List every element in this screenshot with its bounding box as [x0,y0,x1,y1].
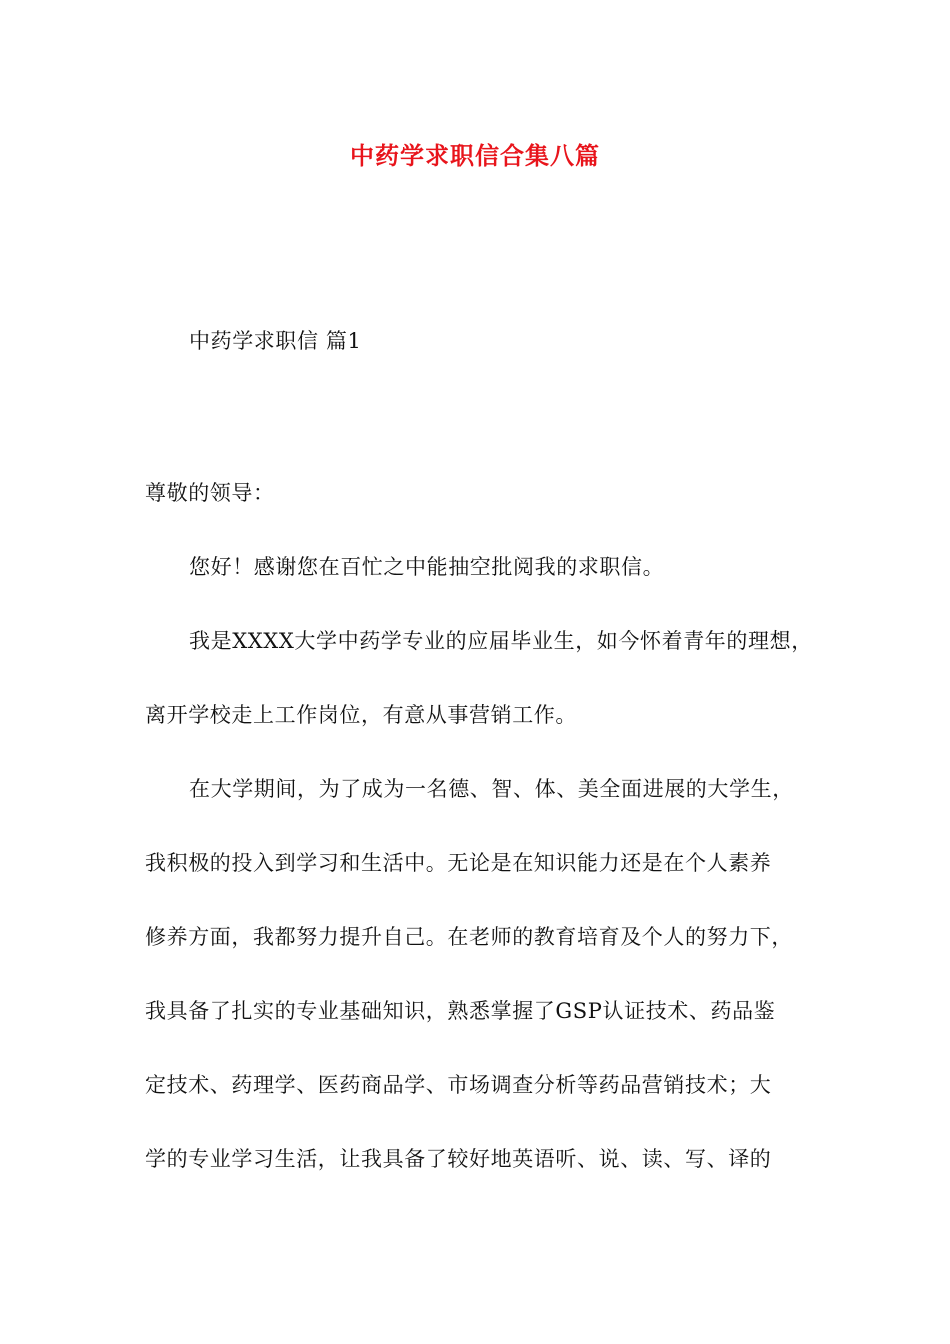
document-title: 中药学求职信合集八篇 [350,142,600,170]
paragraph-line: 在大学期间，为了成为一名德、智、体、美全面进展的大学生， [189,777,794,801]
paragraph-line: 我是XXXX大学中药学专业的应届毕业生，如今怀着青年的理想， [189,629,813,653]
paragraph-line: 离开学校走上工作岗位，有意从事营销工作。 [145,703,577,727]
salutation: 尊敬的领导： [145,481,275,505]
paragraph-line: 您好！感谢您在百忙之中能抽空批阅我的求职信。 [189,555,665,579]
paragraph-line: 学的专业学习生活，让我具备了较好地英语听、说、读、写、译的 [145,1147,772,1171]
paragraph-line: 修养方面，我都努力提升自己。在老师的教育培育及个人的努力下， [145,925,793,949]
paragraph-line: 定技术、药理学、医药商品学、市场调查分析等药品营销技术；大 [145,1073,772,1097]
section-heading: 中药学求职信 篇1 [189,329,362,353]
paragraph-line: 我具备了扎实的专业基础知识，熟悉掌握了GSP认证技术、药品鉴 [145,999,776,1023]
paragraph-line: 我积极的投入到学习和生活中。无论是在知识能力还是在个人素养 [145,851,772,875]
